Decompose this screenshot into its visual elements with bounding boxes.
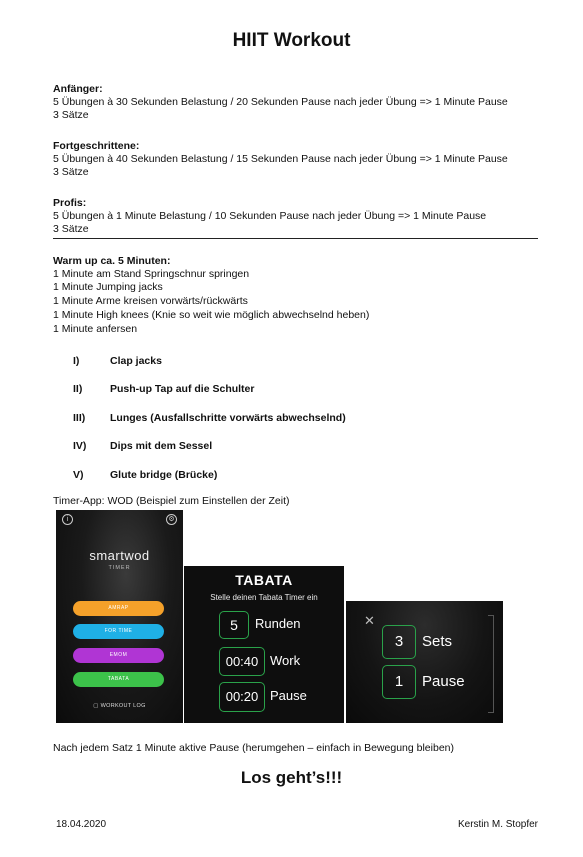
frame-bracket	[488, 615, 494, 713]
warmup-item: 1 Minute Jumping jacks	[53, 281, 163, 293]
log-icon: ▢	[93, 703, 101, 709]
exercise-name: Lunges (Ausfallschritte vorwärts abwechselnd)	[110, 412, 346, 424]
work-label: Work	[270, 653, 301, 668]
warmup-heading: Warm up ca. 5 Minuten:	[53, 255, 171, 267]
exercise-number: II)	[73, 383, 83, 395]
section-divider	[53, 238, 538, 239]
timer-caption: Timer-App: WOD (Beispiel zum Einstellen der Zeit)	[53, 495, 290, 507]
workout-log-link[interactable]	[56, 703, 183, 709]
settings-icon[interactable]: ⚙	[166, 514, 177, 525]
exercise-number: IV)	[73, 440, 87, 452]
set-pause-value[interactable]: 1	[382, 665, 416, 699]
closing-line: Los geht’s!!!	[240, 768, 343, 787]
level-pro-sets: 3 Sätze	[53, 223, 89, 235]
close-icon[interactable]: ✕	[364, 613, 375, 628]
pause-label: Pause	[270, 688, 307, 703]
work-value[interactable]: 00:40	[219, 647, 265, 676]
level-advanced-sets: 3 Sätze	[53, 166, 89, 178]
sets-label: Sets	[422, 633, 453, 650]
exercise-name: Dips mit dem Sessel	[110, 440, 213, 452]
warmup-item: 1 Minute High knees (Knie so weit wie möglich abwechselnd heben)	[53, 309, 370, 321]
warmup-item: 1 Minute anfersen	[53, 323, 138, 335]
document-title: HIIT Workout	[232, 30, 351, 51]
pause-value[interactable]: 00:20	[219, 682, 265, 712]
rounds-value[interactable]: 5	[219, 611, 249, 639]
sets-value[interactable]: 3	[382, 625, 416, 659]
level-heading-advanced: Fortgeschrittene:	[53, 140, 140, 152]
level-beginner-sets: 3 Sätze	[53, 109, 89, 121]
after-set-note: Nach jedem Satz 1 Minute aktive Pause (herumgehen – einfach in Bewegung bleiben)	[53, 742, 454, 754]
emom-button[interactable]: EMOM	[73, 648, 164, 663]
warmup-item: 1 Minute Arme kreisen vorwärts/rückwärts	[53, 295, 248, 307]
sets-pause-screenshot	[346, 601, 503, 723]
rounds-label: Runden	[255, 616, 301, 631]
level-pro-detail: 5 Übungen à 1 Minute Belastung / 10 Sekunden Pause nach jeder Übung => 1 Minute Pause	[53, 210, 487, 222]
exercise-name: Clap jacks	[110, 355, 162, 367]
exercise-name: Glute bridge (Brücke)	[110, 469, 218, 481]
exercise-number: V)	[73, 469, 84, 481]
level-beginner-detail: 5 Übungen à 30 Sekunden Belastung / 20 Sekunden Pause nach jeder Übung => 1 Minute Pause	[53, 96, 508, 108]
document-author: Kerstin M. Stopfer	[457, 819, 538, 830]
workout-log-label: WORKOUT LOG	[100, 703, 146, 709]
exercise-number: I)	[73, 355, 80, 367]
smartwod-home-screenshot	[56, 510, 183, 723]
tabata-title: TABATA	[235, 572, 293, 588]
info-icon[interactable]: i	[62, 514, 73, 525]
exercise-number: III)	[73, 412, 86, 424]
app-subtitle: TIMER	[108, 565, 131, 571]
tabata-subtitle: Stelle deinen Tabata Timer ein	[210, 593, 318, 602]
level-heading-pro: Profis:	[53, 197, 87, 209]
set-pause-label: Pause	[422, 673, 465, 690]
tabata-settings-screenshot	[184, 566, 344, 723]
level-heading-beginner: Anfänger:	[53, 83, 103, 95]
amrap-button[interactable]: AMRAP	[73, 601, 164, 616]
app-brand: smartwod	[89, 548, 150, 563]
warmup-item: 1 Minute am Stand Springschnur springen	[53, 268, 250, 280]
tabata-button[interactable]: TABATA	[73, 672, 164, 687]
level-advanced-detail: 5 Übungen à 40 Sekunden Belastung / 15 Sekunden Pause nach jeder Übung => 1 Minute Pause	[53, 153, 508, 165]
for-time-button[interactable]: FOR TIME	[73, 624, 164, 639]
document-date: 18.04.2020	[56, 819, 107, 830]
exercise-name: Push-up Tap auf die Schulter	[110, 383, 255, 395]
